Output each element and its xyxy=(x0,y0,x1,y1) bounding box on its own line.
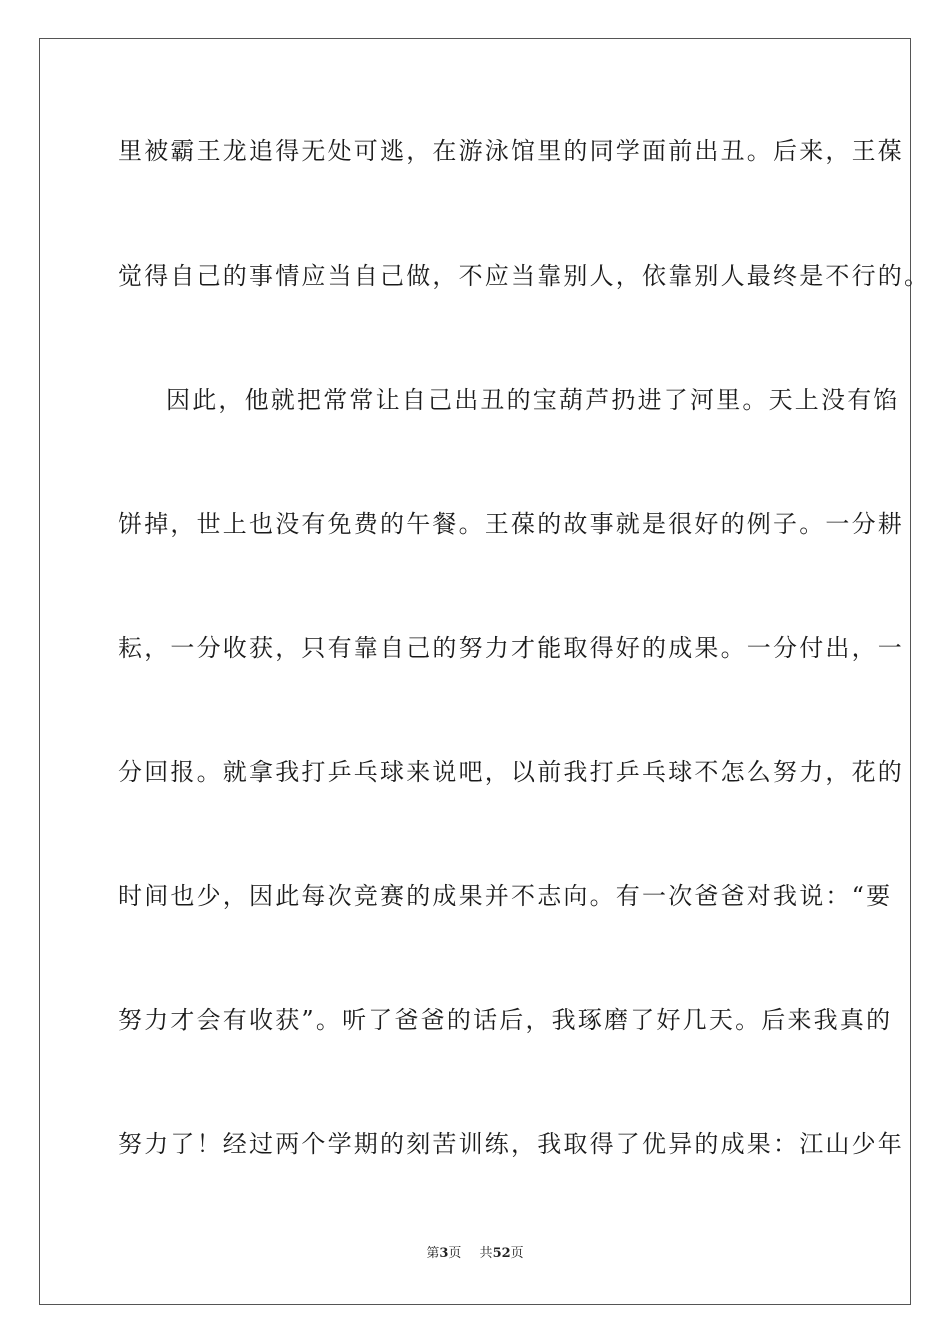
body-line-1: 里被霸王龙追得无处可逃，在游泳馆里的同学面前出丑。后来，王葆 xyxy=(118,137,904,165)
page-indicator xyxy=(426,1246,465,1261)
total-suffix: 页 xyxy=(510,1246,524,1261)
page-footer xyxy=(0,1245,950,1263)
body-line-2: 觉得自己的事情应当自己做，不应当靠别人，依靠别人最终是不行的。 xyxy=(118,262,931,290)
body-line-4: 饼掉，世上也没有免费的午餐。王葆的故事就是很好的例子。一分耕 xyxy=(118,510,904,538)
total-pages: 52 xyxy=(492,1246,511,1261)
page-number: 3 xyxy=(439,1246,449,1261)
total-prefix: 共 xyxy=(479,1246,493,1261)
body-line-3: 因此，他就把常常让自己出丑的宝葫芦扔进了河里。天上没有馅 xyxy=(166,386,900,414)
body-line-8: 努力才会有收获”。听了爸爸的话后，我琢磨了好几天。后来我真的 xyxy=(118,1006,893,1034)
total-pages-indicator xyxy=(480,1246,524,1261)
body-line-9: 努力了！经过两个学期的刻苦训练，我取得了优异的成果：江山少年 xyxy=(118,1130,904,1158)
body-line-5: 耘，一分收获，只有靠自己的努力才能取得好的成果。一分付出，一 xyxy=(118,634,904,662)
page-suffix: 页 xyxy=(448,1246,462,1261)
body-line-7: 时间也少，因此每次竞赛的成果并不志向。有一次爸爸对我说：“要 xyxy=(118,882,893,910)
page-prefix: 第 xyxy=(426,1246,440,1261)
page-border xyxy=(39,38,931,1305)
body-line-6: 分回报。就拿我打乒乓球来说吧，以前我打乒乓球不怎么努力，花的 xyxy=(118,758,904,786)
